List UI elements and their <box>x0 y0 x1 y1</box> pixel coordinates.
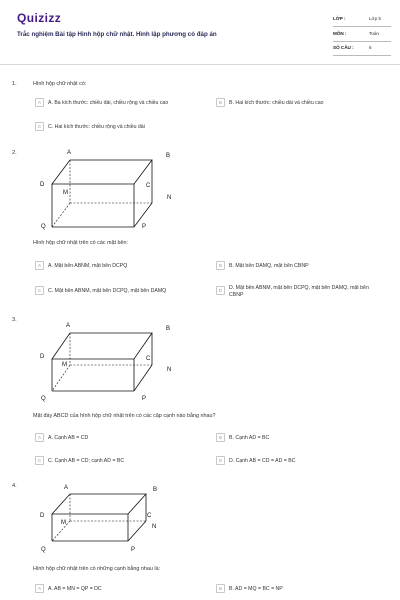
meta-grade-label: LỚP : <box>333 16 346 21</box>
option-letter-box: B <box>216 433 225 442</box>
quizizz-logo: Quizizz <box>17 11 62 25</box>
q3-vertex-label-m: M <box>62 362 67 368</box>
option-letter-box: B <box>216 98 225 107</box>
question-4-number: 4. <box>12 483 17 489</box>
q4-vertex-label-p: P <box>131 547 136 553</box>
option-text: A. AB = MN = QP = DC <box>48 586 102 592</box>
option-letter-box: B <box>216 261 225 270</box>
option-letter-box: A <box>35 433 44 442</box>
question-1-number: 1. <box>12 81 17 87</box>
q4-vertex-label-c: C <box>147 513 152 519</box>
question-4-text: Hình hộp chữ nhật trên có những cạnh bằng nhau là: <box>33 566 161 572</box>
question-3-number: 3. <box>12 317 17 323</box>
worksheet-title: Trắc nghiệm Bài tập Hình hộp chữ nhật. Hình lập phương có đáp án <box>17 31 217 38</box>
option-text: C. Hai kích thước: chiều rộng và chiều dài <box>48 124 145 130</box>
option-letter-box: A <box>35 98 44 107</box>
q4-vertex-label-d: D <box>40 513 45 519</box>
option-letter-box: A <box>35 261 44 270</box>
option-text: A. Mặt bên ABNM, mặt bên DCPQ <box>48 263 128 269</box>
question-3-text: Mặt đáy ABCD của hình hộp chữ nhật trên có các cặp cạnh nào bằng nhau? <box>33 413 216 419</box>
option-letter-box: C <box>35 456 44 465</box>
option-letter-box: C <box>35 122 44 131</box>
q4-vertex-label-a: A <box>64 485 69 491</box>
q2-vertex-label-d: D <box>40 182 45 188</box>
meta-grade-value: Lớp 5 <box>369 16 381 21</box>
q2-vertex-label-n: N <box>167 195 172 201</box>
meta-subject-label: MÔN : <box>333 31 347 36</box>
option-text: A. Ba kích thước: chiều dài, chiều rộng và chiều cao <box>48 100 169 106</box>
q2-vertex-label-q: Q <box>41 224 46 230</box>
q2-vertex-label-a: A <box>67 150 72 156</box>
q3-vertex-label-b: B <box>166 326 171 332</box>
q4-option-a[interactable] <box>35 584 102 594</box>
option-letter-box: A <box>35 584 44 593</box>
option-text: C. Cạnh AB = CD; cạnh AD = BC <box>48 458 125 464</box>
q3-vertex-label-d: D <box>40 354 45 360</box>
question-2-number: 2. <box>12 150 17 156</box>
option-letter-box: C <box>35 286 44 295</box>
option-text: B. Hai kích thước: chiều dài và chiều cao <box>229 100 324 106</box>
option-letter-box: B <box>216 584 225 593</box>
q3-vertex-label-q: Q <box>41 396 46 402</box>
q2-vertex-label-c: C <box>146 183 151 189</box>
q2-vertex-label-b: B <box>166 153 171 159</box>
option-letter-box: D <box>216 456 225 465</box>
question-2-text: Hình hộp chữ nhật trên có các mặt bên: <box>33 240 129 246</box>
option-text: A. Cạnh AB = CD <box>48 435 89 441</box>
q2-vertex-label-m: M <box>63 190 68 196</box>
option-text: D. Mặt bên ABNM, mặt bên DCPQ, mặt bên DAMQ, mặt bên CBNP <box>229 285 369 298</box>
meta-count-value: 6 <box>369 45 372 50</box>
meta-subject-value: Toán <box>369 31 379 36</box>
option-text: D. Cạnh AB = CD = AD = BC <box>229 458 296 464</box>
option-text: B. Cạnh AD = BC <box>229 435 270 441</box>
q4-vertex-label-b: B <box>153 487 158 493</box>
option-letter-box: D <box>216 286 225 295</box>
q4-vertex-label-m: M <box>61 520 66 526</box>
option-text: C. Mặt bên ABNM, mặt bên DCPQ, mặt bên DAMQ <box>48 288 167 294</box>
q4-vertex-label-q: Q <box>41 547 46 553</box>
option-text: B. AD = MQ = BC = NP <box>229 586 283 592</box>
meta-count-label: SỐ CÂU : <box>333 45 354 50</box>
q3-vertex-label-c: C <box>146 356 151 362</box>
q3-vertex-label-p: P <box>142 396 147 402</box>
q3-vertex-label-n: N <box>167 367 172 373</box>
question-1-text: Hình hộp chữ nhật có: <box>33 81 87 87</box>
q2-vertex-label-p: P <box>142 224 147 230</box>
q3-vertex-label-a: A <box>66 323 71 329</box>
q4-option-b[interactable] <box>216 584 283 594</box>
option-text: B. Mặt bên DAMQ, mặt bên CBNP <box>229 263 309 269</box>
q4-vertex-label-n: N <box>152 524 157 530</box>
